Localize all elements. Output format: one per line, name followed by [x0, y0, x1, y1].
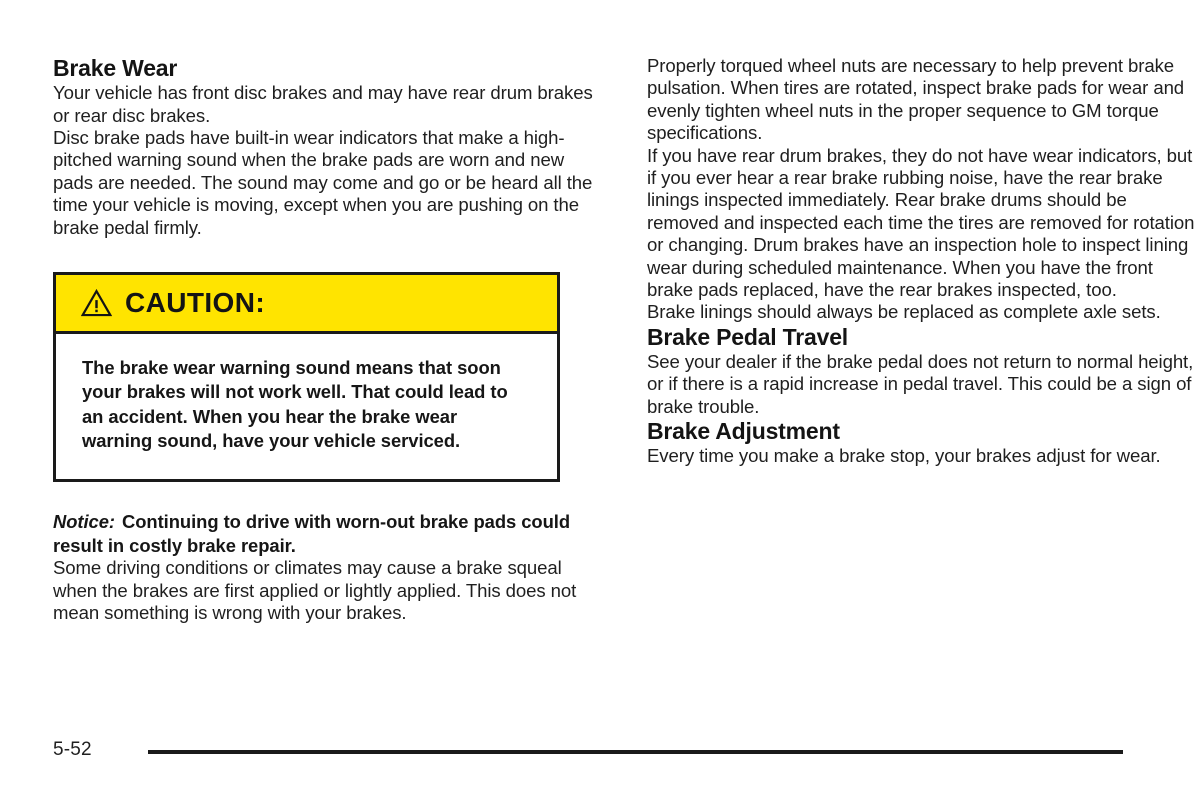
right-paragraph-3: Brake linings should always be replaced as complete axle sets.: [647, 301, 1161, 323]
page-number: 5-52: [53, 739, 92, 760]
left-paragraph-3: Some driving conditions or climates may cause a brake squeal when the brakes are first applied or lightly applied. This does not mean something is wrong with your brakes.: [53, 557, 577, 623]
footer-rule: [148, 750, 1123, 754]
notice-text: Continuing to drive with worn-out brake pads could result in costly brake repair.: [53, 511, 571, 556]
heading-brake-pedal-travel: Brake Pedal Travel: [647, 323, 848, 350]
page-title: Brake Wear: [53, 55, 178, 81]
right-column: [647, 0, 1195, 468]
left-paragraph-1: Your vehicle has front disc brakes and may have rear drum brakes or rear disc brakes.: [53, 82, 593, 126]
caution-box: [53, 272, 560, 482]
caution-label: CAUTION:: [125, 286, 266, 318]
right-paragraph-2: If you have rear drum brakes, they do not have wear indicators, but if you ever hear a rear brake rubbing noise, have the rear brake linings inspected immediately. Rear brake drums should be removed and inspected each time the tires are removed for rotation or changing. Drum brakes have an inspection hole to inspect lining wear during scheduled maintenance. When you have the front brake pads replaced, have the rear brakes inspected, too.: [647, 144, 1195, 301]
warning-triangle-icon: [81, 289, 112, 317]
notice-label: Notice:: [53, 511, 115, 533]
notice-block: [53, 510, 601, 557]
caution-body: [56, 334, 557, 479]
heading-brake-adjustment: Brake Adjustment: [647, 418, 840, 445]
page-footer: [0, 738, 1200, 770]
left-paragraph-2: Disc brake pads have built-in wear indicators that make a high-pitched warning sound when the brake pads are worn and new pads are needed. The sound may come and go or be heard all the time your vehicle is moving, except when you are pushing on the brake pedal firmly.: [53, 126, 593, 238]
left-column: [53, 0, 601, 624]
caution-header: [56, 275, 557, 334]
right-paragraph-5: Every time you make a brake stop, your brakes adjust for wear.: [647, 445, 1161, 467]
caution-text: The brake wear warning sound means that soon your brakes will not work well. That could lead to an accident. When you hear the brake wear warning sound, have your vehicle serviced.: [82, 356, 508, 451]
right-paragraph-4: See your dealer if the brake pedal does not return to normal height, or if there is a rapid increase in pedal travel. This could be a sign of brake trouble.: [647, 351, 1194, 417]
right-paragraph-1: Properly torqued wheel nuts are necessary to help prevent brake pulsation. When tires are rotated, inspect brake pads for wear and evenly tighten wheel nuts in the proper sequence to GM torque specifications.: [647, 55, 1185, 144]
